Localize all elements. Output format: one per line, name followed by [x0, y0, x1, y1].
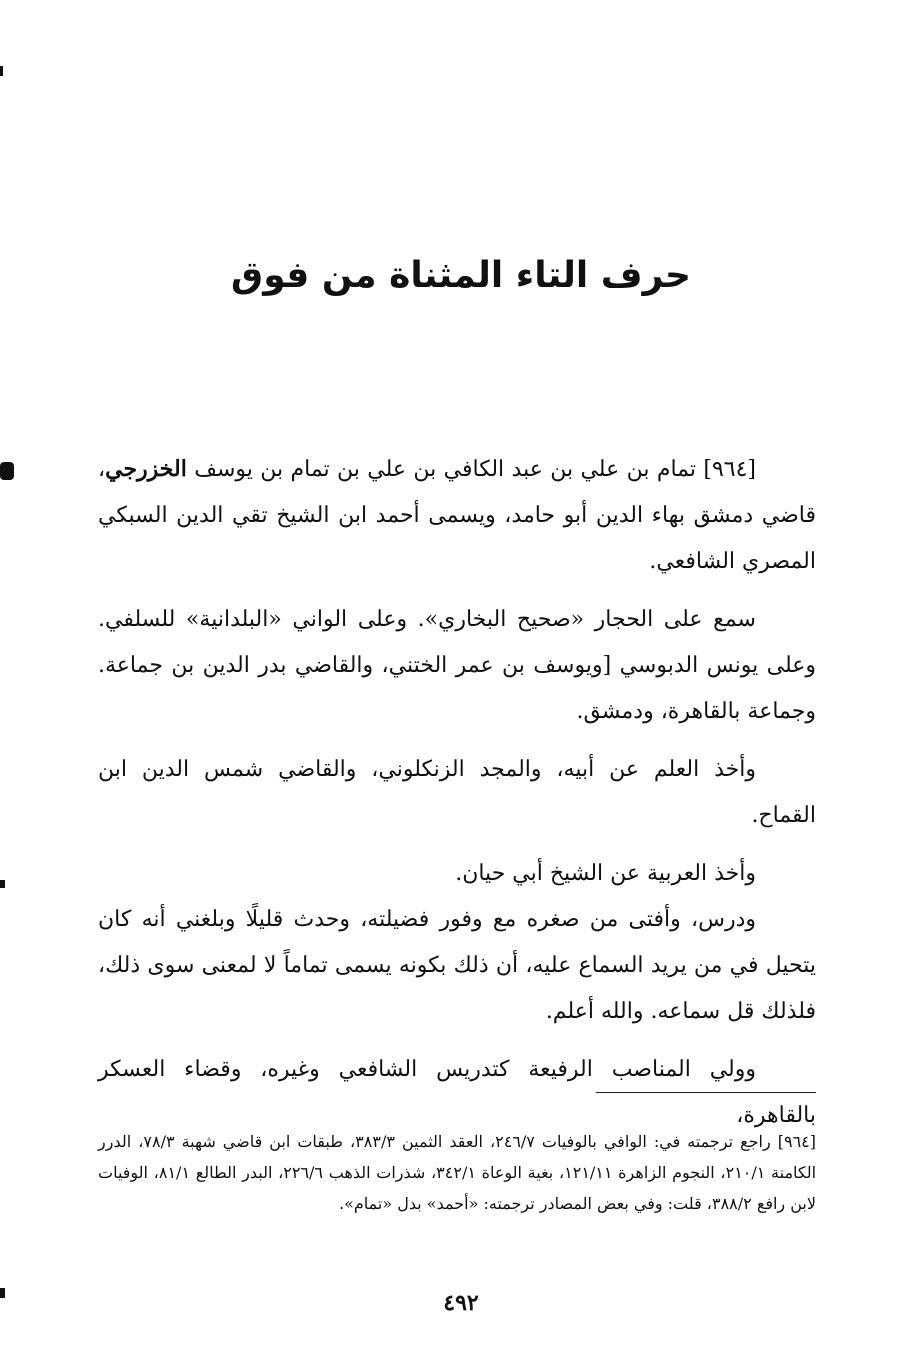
entry-header-text: [٩٦٤] تمام بن علي بن عبد الكافي بن علي بن تمام بن يوسف: [186, 457, 756, 482]
chapter-title: حرف التاء المثناة من فوق: [231, 255, 691, 296]
page-number: ٤٩٢: [443, 1290, 479, 1316]
entry-body: [98, 446, 816, 1139]
scan-mark-top-left: [0, 66, 3, 76]
entry-header-paragraph: [98, 446, 816, 585]
scan-mark-left-2: [0, 880, 5, 888]
paragraph-hearing: سمع على الحجار «صحيح البخاري». وعلى الواني «البلدانية» للسلفي. وعلى يونس الدبوسي [ويوسف بن عمر الختني، والقاضي بدر الدين بن جماعة. وجماعة بالقاهرة، ودمشق.: [98, 607, 816, 724]
scan-mark-left-1: [0, 462, 14, 480]
footnote-divider: [596, 1092, 816, 1093]
paragraph-arabic: وأخذ العربية عن الشيخ أبي حيان.: [455, 861, 756, 886]
entry-header-bold: الخزرجي: [105, 456, 187, 482]
paragraph-teaching: ودرس، وأفتى من صغره مع وفور فضيلته، وحدث قليلًا وبلغني أنه كان يتحيل في من يريد السماع عليه، أن ذلك بكونه يسمى تماماً لا لمعنى سوى ذلك، فلذلك قل سماعه. والله أعلم.: [98, 907, 816, 1024]
entry-header-rest: ، قاضي دمشق بهاء الدين أبو حامد، ويسمى أحمد ابن الشيخ تقي الدين السبكي المصري الشافعي.: [98, 457, 816, 574]
paragraph-teachers: وأخذ العلم عن أبيه، والمجد الزنكلوني، والقاضي شمس الدين ابن القماح.: [98, 757, 816, 828]
paragraph-offices: وولي المناصب الرفيعة كتدريس الشافعي وغيره، وقضاء العسكر بالقاهرة،: [98, 1057, 816, 1128]
footnote: [٩٦٤] راجع ترجمته في: الوافي بالوفيات ٢٤٦/٧، العقد الثمين ٣٨٣/٣، طبقات ابن قاضي شهبة ٧٨/٣، الدرر الكامنة ٢١٠/١، النجوم الزاهرة ١٢١/١١، بغية الوعاة ٣٤٢/١، شذرات الذهب ٢٢٦/٦، البدر الطالع ٨١/١، الوفيات لابن رافع ٣٨٨/٢، قلت: وفي بعض المصادر ترجمته: «أحمد» بدل «تمام».: [98, 1132, 817, 1213]
